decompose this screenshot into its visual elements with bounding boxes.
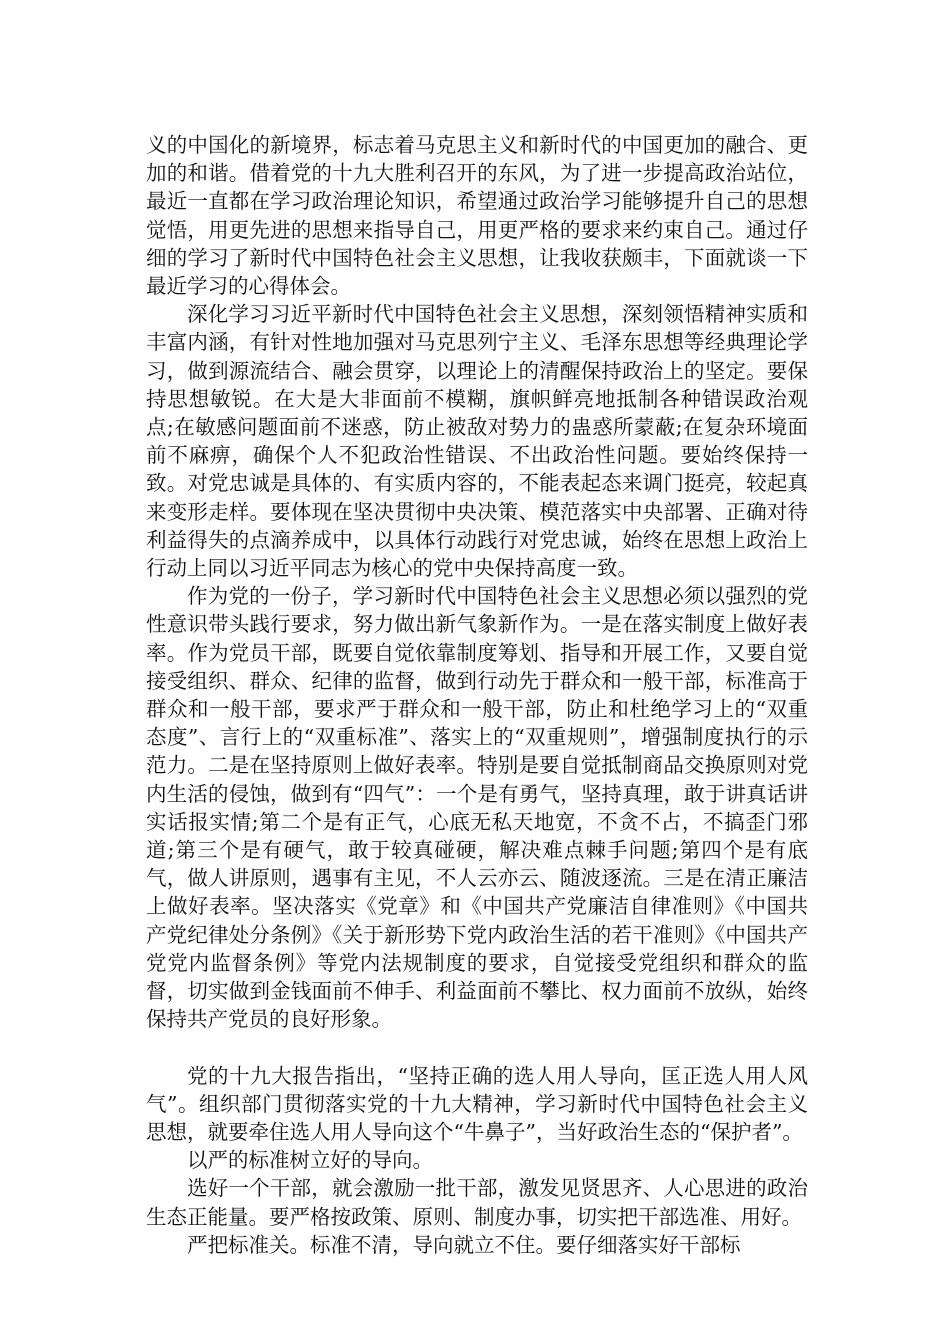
paragraph-4: 党的十九大报告指出，“坚持正确的选人用人导向，匡正选人用人风气”。组织部门贯彻落实党的十九大精神，学习新时代中国特色社会主义思想，就要牵住选人用人导向这个“牛鼻子”，当好政治生态的“保护者”。 [146, 1063, 808, 1144]
paragraph-5: 以严的标准树立好的导向。 [187, 1148, 433, 1173]
paragraph-6: 选好一个干部，就会激励一批干部，激发见贤思齐、人心思进的政治生态正能量。要严格按政策、原则、制度办事，切实把干部选准、用好。 [146, 1176, 808, 1229]
paragraph-gap [146, 1034, 808, 1062]
paragraph-3: 作为党的一份子，学习新时代中国特色社会主义思想必须以强烈的党性意识带头践行要求，努力做出新气象新作为。一是在落实制度上做好表率。作为党员干部，既要自觉依靠制度筹划、指导和开展工作，又要自觉接受组织、群众、纪律的监督，做到行动先于群众和一般干部，标准高于群众和一般干部，要求严于群众和一般干部，防止和杜绝学习上的“双重态度”、言行上的“双重标准”、落实上的“双重规则”，增强制度执行的示范力。二是在坚持原则上做好表率。特别是要自觉抵制商品交换原则对党内生活的侵蚀，做到有“四气”：一个是有勇气，坚持真理，敢于讲真话讲实话报实情;第二个是有正气，心底无私天地宽，不贪不占，不搞歪门邪道;第三个是有硬气，敢于较真碰硬，解决难点棘手问题;第四个是有底气，做人讲原则，遇事有主见，不人云亦云、随波逐流。三是在清正廉洁上做好表率。坚决落实《党章》和《中国共产党廉洁自律准则》《中国共产党纪律处分条例》《关于新形势下党内政治生活的若干准则》《中国共产党党内监督条例》等党内法规制度的要求，自觉接受党组织和群众的监督，切实做到金钱面前不伸手、利益面前不攀比、权力面前不放纵，始终保持共产党员的良好形象。 [146, 584, 808, 1032]
paragraph-2: 深化学习习近平新时代中国特色社会主义思想，深刻领悟精神实质和丰富内涵，有针对性地加强对马克思列宁主义、毛泽东思想等经典理论学习，做到源流结合、融会贯穿，以理论上的清醒保持政治上的坚定。要保持思想敏锐。在大是大非面前不模糊，旗帜鲜亮地抵制各种错误政治观点;在敏感问题面前不迷惑，防止被敌对势力的蛊惑所蒙蔽;在复杂环境面前不麻痹，确保个人不犯政治性错误、不出政治性问题。要始终保持一致。对党忠诚是具体的、有实质内容的，不能表起态来调门挺亮，较起真来变形走样。要体现在坚决贯彻中央决策、模范落实中央部署、正确对待利益得失的点滴养成中，以具体行动践行对党忠诚，始终在思想上政治上行动上同以习近平同志为核心的党中央保持高度一致。 [146, 302, 808, 581]
paragraph-7: 严把标准关。标准不清，导向就立不住。要仔细落实好干部标 [187, 1232, 741, 1257]
paragraph-1: 义的中国化的新境界，标志着马克思主义和新时代的中国更加的融合、更加的和谐。借着党的十九大胜利召开的东风，为了进一步提高政治站位，最近一直都在学习政治理论知识，希望通过政治学习能够提升自己的思想觉悟，用更先进的思想来指导自己，用更严格的要求来约束自己。通过仔细的学习了新时代中国特色社会主义思想，让我收获颇丰，下面就谈一下最近学习的心得体会。 [146, 133, 808, 299]
document-page [146, 131, 808, 1259]
